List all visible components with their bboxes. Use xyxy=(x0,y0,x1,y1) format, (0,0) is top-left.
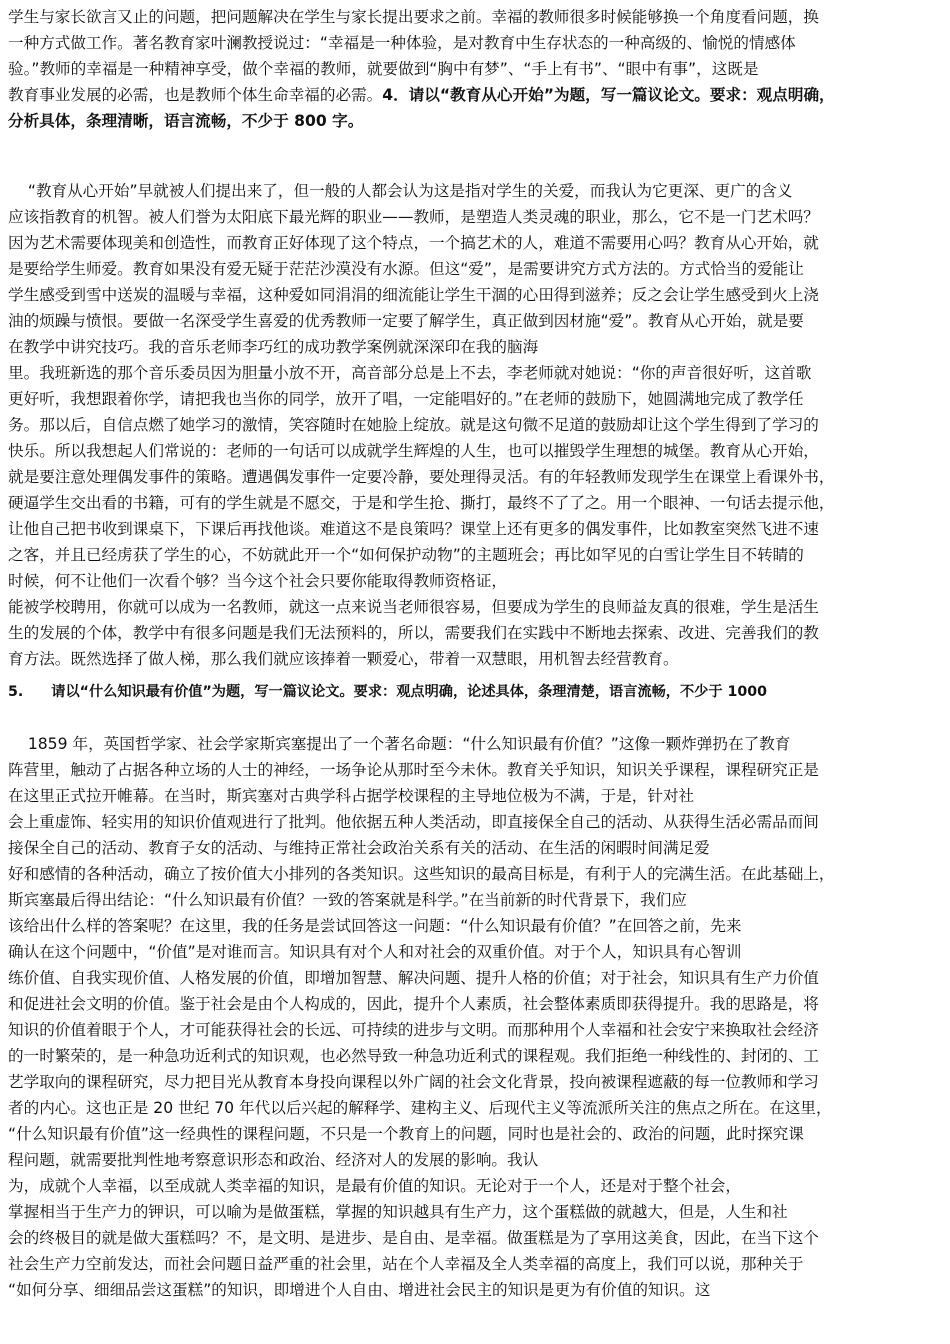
essay-line: 学生感受到雪中送炭的温暖与幸福，这种爱如同涓涓的细流能让学生干涸的心田得到滋养；反之会让学生感受到火上浇 xyxy=(8,286,819,304)
essay-line: 因为艺术需要体现美和创造性，而教育正好体现了这个特点，一个搞艺术的人，难道不需要用心吗？教育从心开始，就 xyxy=(8,234,819,252)
essay-line: 务。那以后，自信点燃了她学习的激情，笑容随时在她脸上绽放。就是这句微不足道的鼓励却让这个学生得到了学习的 xyxy=(8,416,819,434)
essay-line: 确认在这个问题中，“价值”是对谁而言。知识具有对个人和对社会的双重价值。对于个人，知识具有心智训 xyxy=(8,943,742,961)
task5-text: 请以“什么知识最有价值”为题，写一篇议论文。要求：观点明确，论述具体，条理清楚，语言流畅，不少于 1000 xyxy=(51,684,767,700)
essay-line: 艺学取向的课程研究，尽力把目光从教育本身投向课程以外广阔的社会文化背景，投向被课程遮蔽的每一位教师和学习 xyxy=(8,1073,819,1091)
essay-line: 育方法。既然选择了做人梯，那么我们就应该捧着一颗爱心，带着一双慧眼，用机智去经营教育。 xyxy=(8,650,679,668)
essay-line: 在这里正式拉开帷幕。在当时，斯宾塞对古典学科占据学校课程的主导地位极为不满，于是，针对社 xyxy=(8,787,695,805)
text-span: 教育事业发展的必需，也是教师个体生命幸福的必需。 xyxy=(8,86,383,104)
essay-line: 之客，并且已经虏获了学生的心，不妨就此开一个“如何保护动物”的主题班会；再比如罕见的白雪让学生目不转睛的 xyxy=(8,546,804,564)
essay-line: 应该指教育的机智。被人们誉为太阳底下最光辉的职业——教师，是塑造人类灵魂的职业，那么，它不是一门艺术吗？ xyxy=(8,208,819,226)
essay-most-valuable-knowledge xyxy=(8,731,950,1303)
text-line: 学生与家长欲言又止的问题，把问题解决在学生与家长提出要求之前。幸福的教师很多时候能够换一个角度看问题，换 xyxy=(8,8,819,26)
essay-line: “教育从心开始”早就被人们提出来了，但一般的人都会认为这是指对学生的关爱，而我认为它更深、更广的含义 xyxy=(8,182,793,200)
essay-line: 阵营里，触动了占据各种立场的人士的神经，一场争论从那时至今未休。教育关乎知识，知识关乎课程，课程研究正是 xyxy=(8,761,819,779)
essay-line: 知识的价值着眼于个人，才可能获得社会的长远、可持续的进步与文明。而那种用个人幸福和社会安宁来换取社会经济 xyxy=(8,1021,819,1039)
essay-line: “什么知识最有价值”这一经典性的课程问题，不只是一个教育上的问题，同时也是社会的、政治的问题，此时探究课 xyxy=(8,1125,804,1143)
essay-line: 斯宾塞最后得出结论：“什么知识最有价值？一致的答案就是科学。”在当前新的时代背景下，我们应 xyxy=(8,891,687,909)
essay-line: 油的烦躁与愤恨。要做一名深受学生喜爱的优秀教师一定要了解学生，真正做到因材施“爱”。教育从心开始，就是要 xyxy=(8,312,804,330)
essay-line: 练价值、自我实现价值、人格发展的价值，即增加智慧、解决问题、提升人格的价值；对于社会，知识具有生产力价值 xyxy=(8,969,819,987)
essay-line: 程问题，就需要批判性地考察意识形态和政治、经济对人的发展的影响。我认 xyxy=(8,1151,539,1169)
task5-number: 5. xyxy=(8,684,24,700)
essay-line: 掌握相当于生产力的钾识，可以喻为是做蛋糕，掌握的知识越具有生产力，这个蛋糕做的就越大，但是，人生和社 xyxy=(8,1203,788,1221)
essay-line: 会的终极目的就是做大蛋糕吗？不，是文明、是进步、是自由、是幸福。做蛋糕是为了享用这美食，因此，在当下这个 xyxy=(8,1229,819,1247)
essay-line: 为，成就个人幸福，以至成就人类幸福的知识，是最有价值的知识。无论对于一个人，还是对于整个社会， xyxy=(8,1177,741,1195)
essay-line: 和促进社会文明的价值。鉴于社会是由个人构成的，因此，提升个人素质，社会整体素质即获得提升。我的思路是，将 xyxy=(8,995,819,1013)
essay-line: 更好听，我想跟着你学，请把我也当你的同学，放开了唱，一定能唱好的。”在老师的鼓励下，她圆满地完成了教学任 xyxy=(8,390,804,408)
essay-line: 硬逼学生交出看的书籍，可有的学生就是不愿交，于是和学生抢、撕打，最终不了了之。用一个眼神、一句话去提示他， xyxy=(8,494,835,512)
task5-heading-line xyxy=(8,679,950,705)
essay-line: 好和感情的各种活动，确立了按价值大小排列的各类知识。这些知识的最高目标是，有利于人的完满生活。在此基础上， xyxy=(8,865,835,883)
text-line xyxy=(8,82,950,108)
essay-line: 是要给学生师爱。教育如果没有爱无疑于茫茫沙漠没有水源。但这“爱”，是需要讲究方式方法的。方式恰当的爱能让 xyxy=(8,260,804,278)
text-line: 验。”教师的幸福是一种精神享受，做个幸福的教师，就要做到“胸中有梦”、“手上有书”、“眼中有事”，这既是 xyxy=(8,60,759,78)
essay-line: 快乐。所以我想起人们常说的：老师的一句话可以成就学生辉煌的人生，也可以摧毁学生理想的城堡。教育从心开始， xyxy=(8,442,819,460)
essay-education-from-heart xyxy=(8,178,950,672)
essay-line: 时候，何不让他们一次看个够？当今这个社会只要你能取得教师资格证， xyxy=(8,572,508,590)
essay-line: 里。我班新选的那个音乐委员因为胆量小放不开，高音部分总是上不去，李老师就对她说：“你的声音很好听，这首歌 xyxy=(8,364,812,382)
text-line: 一种方式做工作。著名教育家叶澜教授说过：“幸福是一种体验，是对教育中生存状态的一种高级的、愉悦的情感体 xyxy=(8,34,796,52)
task5-heading xyxy=(8,679,950,705)
intro-paragraph xyxy=(8,4,950,134)
essay-line: 让他自己把书收到课桌下，下课后再找他谈。难道这不是良策吗？课堂上还有更多的偶发事件，比如教室突然飞进不速 xyxy=(8,520,819,538)
essay-line: 1859 年，英国哲学家、社会学家斯宾塞提出了一个著名命题：“什么知识最有价值？”这像一颗炸弹扔在了教育 xyxy=(8,735,791,753)
essay-line: “如何分享、细细品尝这蛋糕”的知识，即增进个人自由、增进社会民主的知识是更为有价值的知识。这 xyxy=(8,1281,711,1299)
essay-line: 者的内心。这也正是 20 世纪 70 年代以后兴起的解释学、建构主义、后现代主义等流派所关注的焦点之所在。在这里， xyxy=(8,1099,832,1117)
task4-prompt: 4．请以“教育从心开始”为题，写一篇议论文。要求：观点明确， xyxy=(382,86,835,104)
task4-requirements: 分析具体，条理清晰，语言流畅，不少于 800 字。 xyxy=(8,112,364,130)
essay-line: 接保全自己的活动、教育子女的活动、与维持正常社会政治关系有关的活动、在生活的闲暇时间满足爱 xyxy=(8,839,710,857)
essay-line: 生的发展的个体，教学中有很多问题是我们无法预料的，所以，需要我们在实践中不断地去探索、改进、完善我们的教 xyxy=(8,624,819,642)
essay-line: 能被学校聘用，你就可以成为一名教师，就这一点来说当老师很容易，但要成为学生的良师益友真的很难，学生是活生 xyxy=(8,598,819,616)
essay-line: 社会生产力空前发达，而社会问题日益严重的社会里，站在个人幸福及全人类幸福的高度上，我们可以说，那种关于 xyxy=(8,1255,804,1273)
essay-line: 就是要注意处理偶发事件的策略。遭遇偶发事件一定要冷静，要处理得灵活。有的年轻教师发现学生在课堂上看课外书， xyxy=(8,468,835,486)
essay-line: 的一时繁荣的，是一种急功近利式的知识观，也必然导致一种急功近利式的课程观。我们拒绝一种线性的、封闭的、工 xyxy=(8,1047,819,1065)
essay-line: 在教学中讲究技巧。我的音乐老师李巧红的成功教学案例就深深印在我的脑海 xyxy=(8,338,539,356)
essay-line: 会上重虚饰、轻实用的知识价值观进行了批判。他依据五种人类活动，即直接保全自己的活动、从获得生活必需品而间 xyxy=(8,813,819,831)
essay-line: 该给出什么样的答案呢？在这里，我的任务是尝试回答这一问题：“什么知识最有价值？”在回答之前，先来 xyxy=(8,917,742,935)
